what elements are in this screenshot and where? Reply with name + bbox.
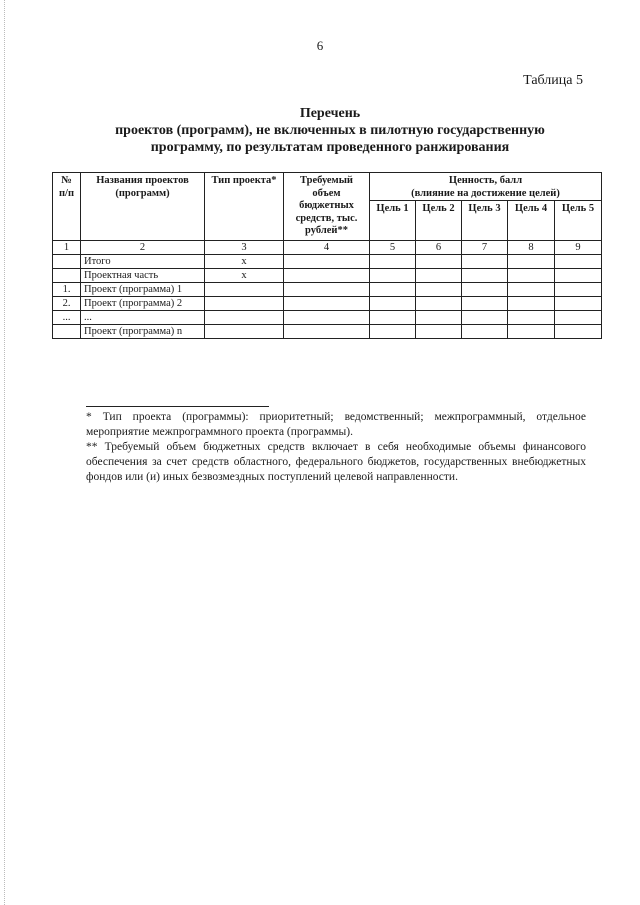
header-budget: Требуемый объем бюджетных средств, тыс. рублей** — [284, 173, 370, 241]
header-goal-5: Цель 5 — [555, 201, 602, 241]
row-type: х — [205, 269, 284, 283]
projects-table — [52, 172, 602, 339]
row-name: ... — [81, 311, 205, 325]
header-goal-1: Цель 1 — [370, 201, 416, 241]
row-num — [53, 269, 81, 283]
row-num: 1. — [53, 283, 81, 297]
row-num — [53, 325, 81, 339]
page-number: 6 — [316, 38, 324, 53]
header-value-line2: (влияние на достижение целей) — [411, 187, 560, 199]
row-name: Проектная часть — [81, 269, 205, 283]
column-numbers-row — [53, 241, 602, 255]
header-goal-4: Цель 4 — [508, 201, 555, 241]
title-line-3: программу, по результатам проведенного ранжирования — [150, 140, 510, 155]
row-type: х — [205, 255, 284, 269]
header-goal-2: Цель 2 — [416, 201, 462, 241]
row-type — [205, 297, 284, 311]
row-name: Проект (программа) 1 — [81, 283, 205, 297]
row-type — [205, 325, 284, 339]
column-number: 1 — [53, 241, 81, 255]
table-row — [53, 255, 602, 269]
title-line-2: проектов (программ), не включенных в пилотную государственную — [115, 123, 545, 138]
column-number: 7 — [462, 241, 508, 255]
header-name: Названия проектов (программ) — [81, 173, 205, 241]
document-title — [60, 105, 600, 156]
table-row — [53, 269, 602, 283]
column-number: 5 — [370, 241, 416, 255]
footnote-2: ** Требуемый объем бюджетных средств включает в себя необходимые объемы финансового обеспечения за счет средств областного, федерального бюджетов, государственных внебюджетных фондов или (и) иных безвозмездных поступлений целевой направленности. — [86, 441, 586, 483]
footnote-1: * Тип проекта (программы): приоритетный; ведомственный; межпрограммный, отдельное мероприятие межпрограммного проекта (программы). — [86, 411, 586, 438]
table-row — [53, 311, 602, 325]
row-num: 2. — [53, 297, 81, 311]
column-number: 2 — [81, 241, 205, 255]
header-value-line1: Ценность, балл — [448, 175, 523, 186]
row-num — [53, 255, 81, 269]
column-number: 6 — [416, 241, 462, 255]
footnote-divider — [86, 406, 269, 407]
table-row — [53, 325, 602, 339]
header-type: Тип проекта* — [205, 173, 284, 241]
table-row — [53, 283, 602, 297]
row-name: Проект (программа) n — [81, 325, 205, 339]
column-number: 8 — [508, 241, 555, 255]
column-number: 4 — [284, 241, 370, 255]
header-num: № п/п — [53, 173, 81, 241]
title-line-1: Перечень — [299, 106, 361, 121]
table-row — [53, 297, 602, 311]
table-label: Таблица 5 — [523, 73, 583, 88]
row-type — [205, 311, 284, 325]
column-number: 9 — [555, 241, 602, 255]
column-number: 3 — [205, 241, 284, 255]
footnotes — [86, 410, 586, 485]
row-name: Итого — [81, 255, 205, 269]
header-goal-3: Цель 3 — [462, 201, 508, 241]
header-value — [370, 173, 602, 201]
row-num: ... — [53, 311, 81, 325]
row-type — [205, 283, 284, 297]
scan-margin-edge — [4, 0, 6, 905]
row-name: Проект (программа) 2 — [81, 297, 205, 311]
